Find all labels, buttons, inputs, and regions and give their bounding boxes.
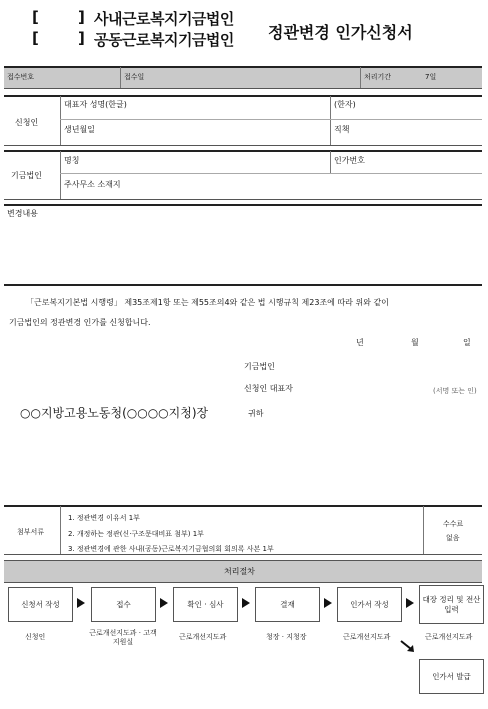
bracket-close-1: ]	[78, 8, 85, 26]
title-line-1: 사내근로복지기금법인	[94, 10, 234, 28]
fee-value: 없음	[446, 534, 460, 542]
addressee: ○○지방고용노동청(○○○○지청)장	[20, 406, 209, 420]
process-actor-1: 신청인	[25, 633, 46, 641]
birth-date-label: 생년월일	[64, 125, 95, 134]
representative-label: 신청인 대표자	[244, 384, 293, 393]
statement-line-2: 기금법인의 정관변경 인가를 신청합니다.	[9, 318, 151, 327]
main-office-address-label: 주사무소 소재지	[64, 180, 121, 189]
position-label: 직책	[334, 125, 350, 134]
process-step-3: 확인 · 심사	[173, 587, 238, 622]
process-actor-5: 근로개선지도과	[343, 633, 391, 641]
process-actor-6: 근로개선지도과	[425, 633, 473, 641]
process-step-2: 접수	[91, 587, 156, 622]
receipt-number-label: 접수번호	[7, 73, 35, 81]
arrow-right-icon	[160, 598, 168, 608]
receipt-date-label: 접수일	[124, 73, 145, 81]
applicant-section-label: 신청인	[15, 118, 39, 127]
arrow-right-icon	[406, 598, 414, 608]
change-content-label: 변경내용	[7, 209, 38, 218]
process-actor-3: 근로개선지도과	[179, 633, 227, 641]
process-title: 처리절차	[224, 567, 255, 576]
rep-name-label: 대표자 성명(한글)	[64, 100, 127, 109]
signature-or-seal-label: (서명 또는 인)	[433, 387, 477, 395]
process-step-5: 인가서 작성	[337, 587, 402, 622]
process-final-step: 인가서 발급	[419, 659, 484, 694]
process-step-4: 결재	[255, 587, 320, 622]
fee-label: 수수료	[443, 520, 464, 528]
hanja-label: (한자)	[334, 100, 356, 109]
receipt-row	[4, 67, 482, 88]
day-label: 일	[463, 338, 471, 347]
process-step-1: 신청서 작성	[8, 587, 73, 622]
attachment-item-1: 1. 정관변경 이유서 1부	[68, 514, 140, 522]
arrow-right-icon	[77, 598, 85, 608]
statement-line-1: 「근로복지기본법 시행령」 제35조제1항 또는 제55조의4와 같은 법 시행규칙 제23조에 따라 위와 같이	[26, 298, 389, 307]
arrow-right-icon	[242, 598, 250, 608]
process-step-6: 대장 정리 및 전산 입력	[419, 585, 484, 624]
processing-period-label: 처리기간	[364, 73, 392, 81]
bracket-open-2: [	[32, 29, 39, 47]
page-title: 정관변경 인가신청서	[268, 23, 413, 42]
bracket-open-1: [	[32, 8, 39, 26]
attachment-item-3: 3. 정관변경에 관한 사내(공동)근로복지기금협의회 회의록 사본 1부	[68, 545, 274, 553]
bracket-close-2: ]	[78, 29, 85, 47]
title-line-2: 공동근로복지기금법인	[94, 31, 234, 49]
fund-section-label: 기금법인	[11, 171, 42, 180]
process-actor-4: 청장 · 지청장	[266, 633, 307, 641]
fund-signature-label: 기금법인	[244, 362, 275, 371]
fund-name-label: 명칭	[64, 156, 80, 165]
month-label: 월	[411, 338, 419, 347]
addressee-suffix: 귀하	[248, 409, 264, 418]
process-actor-2: 근로개선지도과 · 고객지원실	[89, 629, 157, 647]
year-label: 년	[356, 338, 364, 347]
processing-period-value: 7일	[425, 73, 437, 81]
attachment-item-2: 2. 개정하는 정관(신·구조문대비표 첨부) 1부	[68, 530, 204, 538]
approval-number-label: 인가번호	[334, 156, 365, 165]
arrow-right-icon	[324, 598, 332, 608]
arrow-down-right-icon	[398, 638, 418, 654]
attachments-label: 첨부서류	[17, 528, 45, 536]
